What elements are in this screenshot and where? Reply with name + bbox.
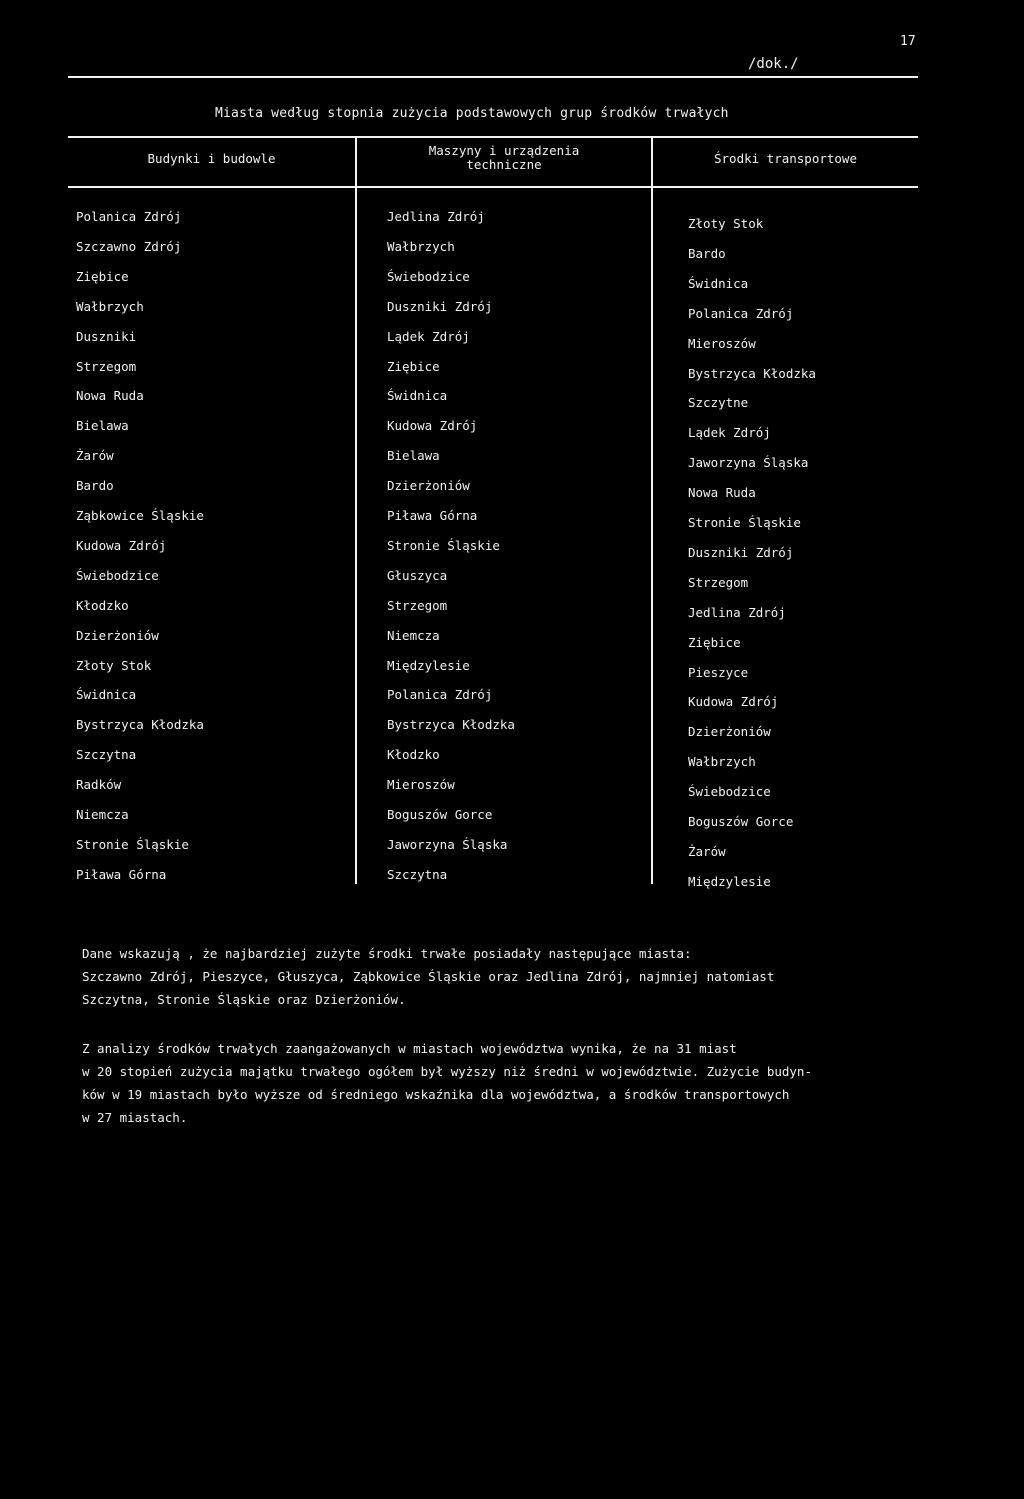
table-cell: Piława Górna bbox=[387, 508, 478, 523]
table-cell: Kłodzko bbox=[76, 597, 129, 613]
table-cell: Bielawa bbox=[76, 418, 129, 434]
header-buildings: Budynki i budowle bbox=[147, 151, 276, 166]
table-cell: Świdnica bbox=[387, 388, 448, 404]
column-divider-1 bbox=[355, 138, 357, 884]
table-cell: Dzierżoniów bbox=[688, 724, 771, 740]
table-cell: Bielawa bbox=[387, 448, 440, 464]
table-cell: Żarów bbox=[688, 843, 726, 859]
table-cell: Polanica Zdrój bbox=[76, 209, 182, 224]
table-cell: Stronie Śląskie bbox=[387, 537, 500, 553]
table-cell: Kudowa Zdrój bbox=[76, 537, 167, 553]
table-top-rule bbox=[68, 136, 918, 138]
table-cell: Ziębice bbox=[688, 634, 741, 650]
table-cell: Szczytna bbox=[76, 747, 137, 763]
header-transport: Środki transportowe bbox=[714, 151, 857, 166]
paragraph-line: w 20 stopień zużycia majątku trwałego ogółem był wyższy niż średni w województwie. Zużycie budyn- bbox=[82, 1064, 812, 1079]
table-cell: Radków bbox=[76, 777, 122, 793]
table-cell: Jaworzyna Śląska bbox=[688, 455, 809, 471]
table-cell: Szczytne bbox=[688, 395, 749, 411]
table-cell: Wałbrzych bbox=[387, 238, 455, 254]
table-cell: Niemcza bbox=[76, 807, 129, 822]
table-cell: Polanica Zdrój bbox=[688, 305, 794, 321]
doc-marker: /dok./ bbox=[748, 56, 799, 72]
table-cell: Świdnica bbox=[688, 275, 749, 291]
table-cell: Mieroszów bbox=[387, 777, 455, 793]
paragraph-line: Szczytna, Stronie Śląskie oraz Dzierżoniów. bbox=[82, 992, 406, 1007]
table-cell: Szczytna bbox=[387, 866, 448, 882]
table-cell: Świebodzice bbox=[688, 784, 771, 800]
table-cell: Jedlina Zdrój bbox=[387, 209, 485, 224]
table-cell: Jaworzyna Śląska bbox=[387, 836, 508, 852]
paragraph-line: Dane wskazują , że najbardziej zużyte środki trwałe posiadały następujące miasta: bbox=[82, 946, 692, 961]
table-cell: Kudowa Zdrój bbox=[688, 694, 779, 710]
table-title: Miasta według stopnia zużycia podstawowych grup środków trwałych bbox=[215, 106, 729, 121]
table-cell: Lądek Zdrój bbox=[688, 425, 771, 441]
table-cell: Nowa Ruda bbox=[688, 485, 756, 501]
table-cell: Pieszyce bbox=[688, 664, 749, 680]
table-cell: Ziębice bbox=[387, 358, 440, 374]
top-rule bbox=[68, 76, 918, 78]
paragraph-line: w 27 miastach. bbox=[82, 1110, 188, 1125]
table-cell: Bystrzyca Kłodzka bbox=[387, 717, 515, 733]
table-cell: Ziębice bbox=[76, 268, 129, 284]
table-cell: Strzegom bbox=[387, 597, 448, 613]
table-cell: Bardo bbox=[76, 478, 114, 494]
table-cell: Piława Górna bbox=[76, 866, 167, 882]
table-cell: Duszniki Zdrój bbox=[387, 298, 493, 314]
table-cell: Duszniki Zdrój bbox=[688, 544, 794, 560]
table-cell: Stronie Śląskie bbox=[688, 515, 801, 530]
table-cell: Wałbrzych bbox=[688, 754, 756, 770]
table-cell: Stronie Śląskie bbox=[76, 836, 189, 852]
table-cell: Boguszów Gorce bbox=[387, 807, 493, 822]
column-divider-2 bbox=[651, 138, 653, 884]
table-cell: Wałbrzych bbox=[76, 298, 144, 314]
header-machines-line1: Maszyny i urządzenia bbox=[428, 143, 580, 158]
table-cell: Międzylesie bbox=[688, 873, 771, 889]
header-bottom-rule bbox=[68, 186, 918, 188]
table-cell: Lądek Zdrój bbox=[387, 328, 470, 344]
table-cell: Międzylesie bbox=[387, 657, 470, 673]
table-cell: Polanica Zdrój bbox=[387, 687, 493, 703]
table-cell: Kłodzko bbox=[387, 747, 440, 763]
table-cell: Dzierżoniów bbox=[387, 478, 470, 494]
paragraph-line: Z analizy środków trwałych zaangażowanych w miastach województwa wynika, że na 31 miast bbox=[82, 1041, 737, 1056]
paragraph-line: Szczawno Zdrój, Pieszyce, Głuszyca, Ząbkowice Śląskie oraz Jedlina Zdrój, najmniej natomiast bbox=[82, 969, 775, 984]
table-cell: Bystrzyca Kłodzka bbox=[76, 717, 204, 733]
table-cell: Głuszyca bbox=[387, 567, 448, 583]
table-cell: Żarów bbox=[76, 448, 114, 464]
table-cell: Strzegom bbox=[688, 574, 749, 590]
table-cell: Dzierżoniów bbox=[76, 627, 159, 643]
table-cell: Świebodzice bbox=[387, 268, 470, 284]
paragraph-line: ków w 19 miastach było wyższe od średniego wskaźnika dla województwa, a środków transportowych bbox=[82, 1087, 790, 1102]
table-cell: Kudowa Zdrój bbox=[387, 418, 478, 434]
table-cell: Złoty Stok bbox=[688, 216, 764, 231]
header-machines bbox=[357, 144, 651, 172]
table-cell: Ząbkowice Śląskie bbox=[76, 508, 204, 523]
table-cell: Szczawno Zdrój bbox=[76, 238, 182, 254]
table-cell: Strzegom bbox=[76, 358, 137, 374]
page-number: 17 bbox=[900, 34, 916, 49]
table-cell: Bardo bbox=[688, 245, 726, 261]
header-machines-line2: techniczne bbox=[466, 157, 542, 172]
table-cell: Bystrzyca Kłodzka bbox=[688, 365, 816, 381]
table-cell: Jedlina Zdrój bbox=[688, 604, 786, 620]
table-cell: Świebodzice bbox=[76, 567, 159, 583]
table-cell: Boguszów Gorce bbox=[688, 814, 794, 829]
table-cell: Mieroszów bbox=[688, 335, 756, 351]
table-cell: Złoty Stok bbox=[76, 657, 152, 673]
table-cell: Niemcza bbox=[387, 627, 440, 643]
table-cell: Świdnica bbox=[76, 687, 137, 703]
table-cell: Duszniki bbox=[76, 328, 137, 344]
table-cell: Nowa Ruda bbox=[76, 388, 144, 404]
